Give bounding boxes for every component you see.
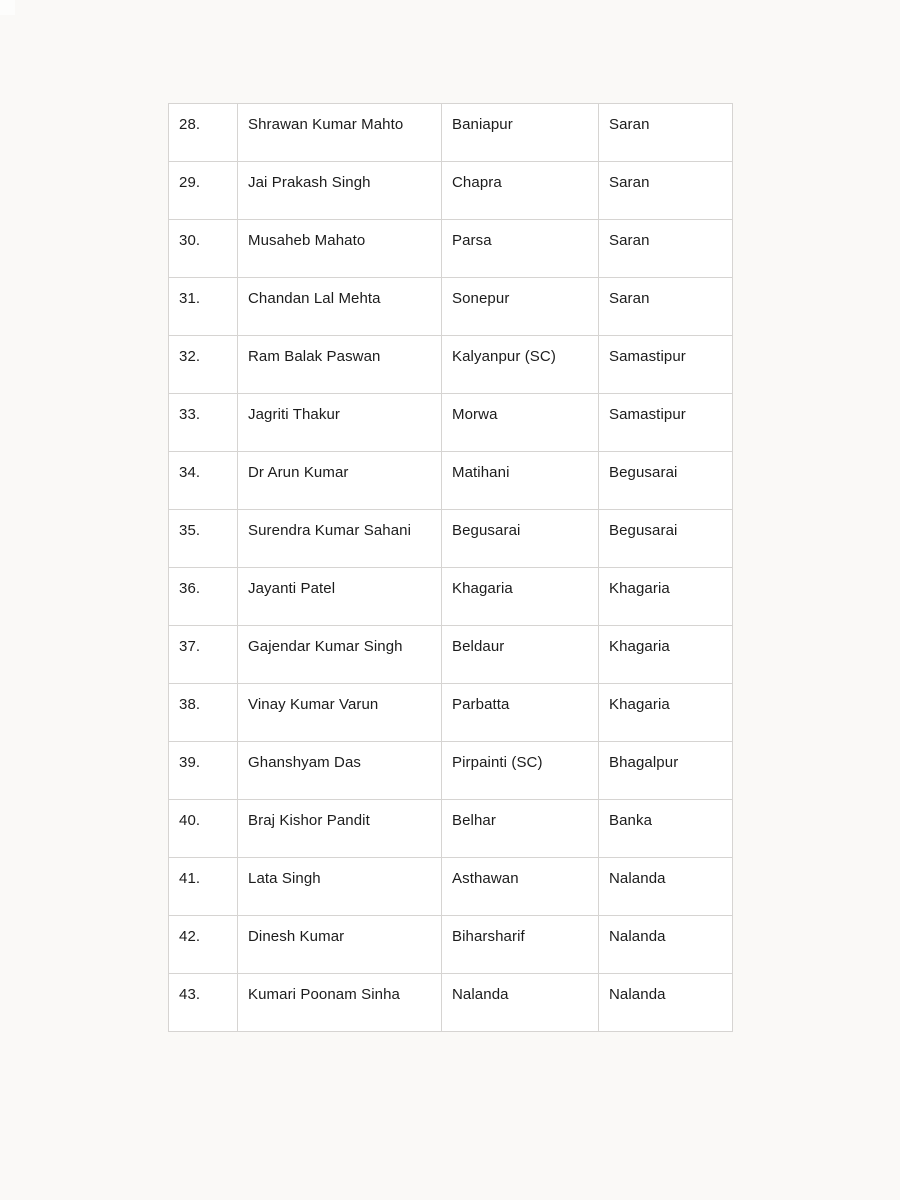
cell-district: Nalanda <box>599 974 733 1032</box>
candidates-table <box>168 103 733 1032</box>
table-row <box>169 162 733 220</box>
cell-constituency: Baniapur <box>442 104 599 162</box>
cell-district: Banka <box>599 800 733 858</box>
table-body <box>169 104 733 1032</box>
cell-serial: 37. <box>169 626 238 684</box>
cell-constituency: Chapra <box>442 162 599 220</box>
table-row <box>169 684 733 742</box>
table-row <box>169 742 733 800</box>
cell-district: Nalanda <box>599 916 733 974</box>
table-row <box>169 278 733 336</box>
cell-serial: 38. <box>169 684 238 742</box>
cell-district: Begusarai <box>599 510 733 568</box>
cell-serial: 30. <box>169 220 238 278</box>
cell-name: Gajendar Kumar Singh <box>238 626 442 684</box>
cell-serial: 39. <box>169 742 238 800</box>
cell-district: Nalanda <box>599 858 733 916</box>
cell-district: Khagaria <box>599 568 733 626</box>
cell-name: Jayanti Patel <box>238 568 442 626</box>
cell-serial: 32. <box>169 336 238 394</box>
cell-name: Musaheb Mahato <box>238 220 442 278</box>
cell-constituency: Belhar <box>442 800 599 858</box>
cell-district: Saran <box>599 162 733 220</box>
cell-constituency: Beldaur <box>442 626 599 684</box>
cell-name: Ram Balak Paswan <box>238 336 442 394</box>
table-row <box>169 916 733 974</box>
cell-name: Lata Singh <box>238 858 442 916</box>
table-row <box>169 220 733 278</box>
cell-district: Saran <box>599 220 733 278</box>
cell-district: Bhagalpur <box>599 742 733 800</box>
cell-serial: 35. <box>169 510 238 568</box>
cell-constituency: Pirpainti (SC) <box>442 742 599 800</box>
cell-constituency: Asthawan <box>442 858 599 916</box>
cell-constituency: Nalanda <box>442 974 599 1032</box>
cell-serial: 28. <box>169 104 238 162</box>
cell-name: Ghanshyam Das <box>238 742 442 800</box>
cell-name: Braj Kishor Pandit <box>238 800 442 858</box>
cell-district: Khagaria <box>599 626 733 684</box>
cell-serial: 36. <box>169 568 238 626</box>
table-row <box>169 568 733 626</box>
cell-serial: 31. <box>169 278 238 336</box>
cell-serial: 41. <box>169 858 238 916</box>
cell-name: Kumari Poonam Sinha <box>238 974 442 1032</box>
table-row <box>169 336 733 394</box>
cell-name: Dinesh Kumar <box>238 916 442 974</box>
cell-name: Shrawan Kumar Mahto <box>238 104 442 162</box>
cell-district: Begusarai <box>599 452 733 510</box>
cell-constituency: Parsa <box>442 220 599 278</box>
cell-name: Dr Arun Kumar <box>238 452 442 510</box>
cell-serial: 33. <box>169 394 238 452</box>
cell-name: Surendra Kumar Sahani <box>238 510 442 568</box>
cell-name: Chandan Lal Mehta <box>238 278 442 336</box>
cell-district: Samastipur <box>599 336 733 394</box>
table-row <box>169 510 733 568</box>
cell-constituency: Khagaria <box>442 568 599 626</box>
corner-artifact <box>0 0 15 15</box>
table-row <box>169 626 733 684</box>
cell-name: Jai Prakash Singh <box>238 162 442 220</box>
table-row <box>169 974 733 1032</box>
cell-district: Saran <box>599 104 733 162</box>
table-row <box>169 394 733 452</box>
cell-district: Khagaria <box>599 684 733 742</box>
table-row <box>169 800 733 858</box>
cell-district: Samastipur <box>599 394 733 452</box>
cell-district: Saran <box>599 278 733 336</box>
cell-constituency: Parbatta <box>442 684 599 742</box>
cell-serial: 42. <box>169 916 238 974</box>
cell-serial: 29. <box>169 162 238 220</box>
cell-constituency: Begusarai <box>442 510 599 568</box>
cell-name: Jagriti Thakur <box>238 394 442 452</box>
cell-serial: 43. <box>169 974 238 1032</box>
cell-constituency: Biharsharif <box>442 916 599 974</box>
cell-constituency: Morwa <box>442 394 599 452</box>
cell-constituency: Kalyanpur (SC) <box>442 336 599 394</box>
table-row <box>169 858 733 916</box>
cell-constituency: Matihani <box>442 452 599 510</box>
cell-serial: 34. <box>169 452 238 510</box>
table-row <box>169 452 733 510</box>
cell-constituency: Sonepur <box>442 278 599 336</box>
cell-name: Vinay Kumar Varun <box>238 684 442 742</box>
cell-serial: 40. <box>169 800 238 858</box>
table-row <box>169 104 733 162</box>
